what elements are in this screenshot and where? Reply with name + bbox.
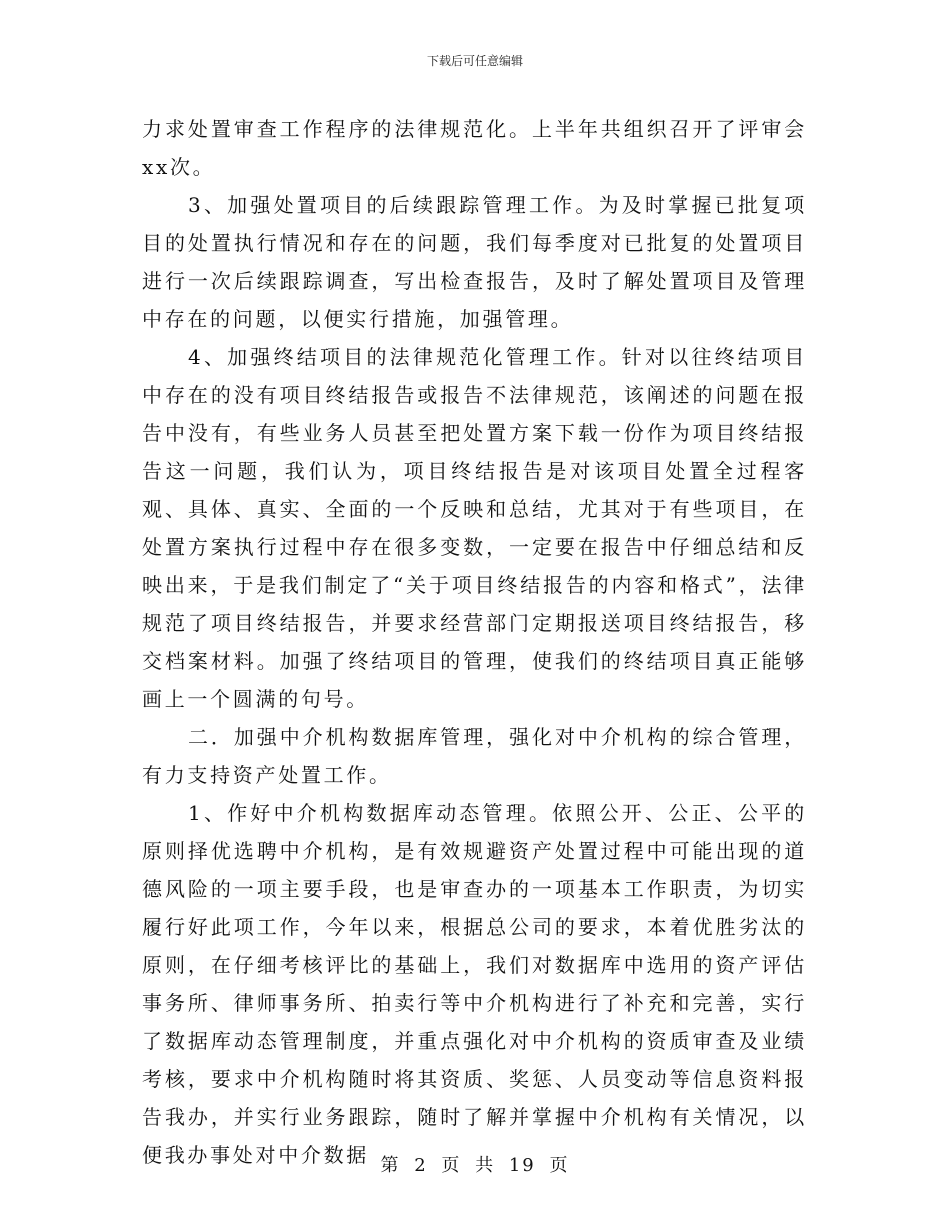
section-heading-2: 二．加强中介机构数据库管理，强化对中介机构的综合管理，有力支持资产处置工作。 (142, 725, 807, 787)
paragraph-item-3: 3、加强处置项目的后续跟踪管理工作。为及时掌握已批复项目的处置执行情况和存在的问题，我们每季度对已批复的处置项目进行一次后续跟踪调查，写出检查报告，及时了解处置项目及管理中存在的问题，以便实行措施，加强管理。 (142, 193, 807, 331)
document-body (142, 110, 807, 1174)
page-header: 下载后可任意编辑 (426, 54, 523, 68)
paragraph-item-1: 1、作好中介机构数据库动态管理。依照公开、公正、公平的原则择优选聘中介机构，是有效规避资产处置过程中可能出现的道德风险的一项主要手段，也是审查办的一项基本工作职责，为切实履行好此项工作，今年以来，根据总公司的要求，本着优胜劣汰的原则，在仔细考核评比的基础上，我们对数据库中选用的资产评估事务所、律师事务所、拍卖行等中介机构进行了补充和完善，实行了数据库动态管理制度，并重点强化对中介机构的资质审查及业绩考核，要求中介机构随时将其资质、奖惩、人员变动等信息资料报告我办，并实行业务跟踪，随时了解并掌握中介机构有关情况，以便我办事处对中介数据 (142, 801, 807, 1167)
paragraph-continuation: 力求处置审查工作程序的法律规范化。上半年共组织召开了评审会xx次。 (142, 117, 807, 179)
paragraph-item-4: 4、加强终结项目的法律规范化管理工作。针对以往终结项目中存在的没有项目终结报告或报告不法律规范，该阐述的问题在报告中没有，有些业务人员甚至把处置方案下载一份作为项目终结报告这一问题，我们认为，项目终结报告是对该项目处置全过程客观、具体、真实、全面的一个反映和总结，尤其对于有些项目，在处置方案执行过程中存在很多变数，一定要在报告中仔细总结和反映出来，于是我们制定了“关于项目终结报告的内容和格式”，法律规范了项目终结报告，并要求经营部门定期报送项目终结报告，移交档案材料。加强了终结项目的管理，使我们的终结项目真正能够画上一个圆满的句号。 (142, 345, 807, 711)
page-footer: 第 2 页 共 19 页 (380, 1155, 570, 1176)
